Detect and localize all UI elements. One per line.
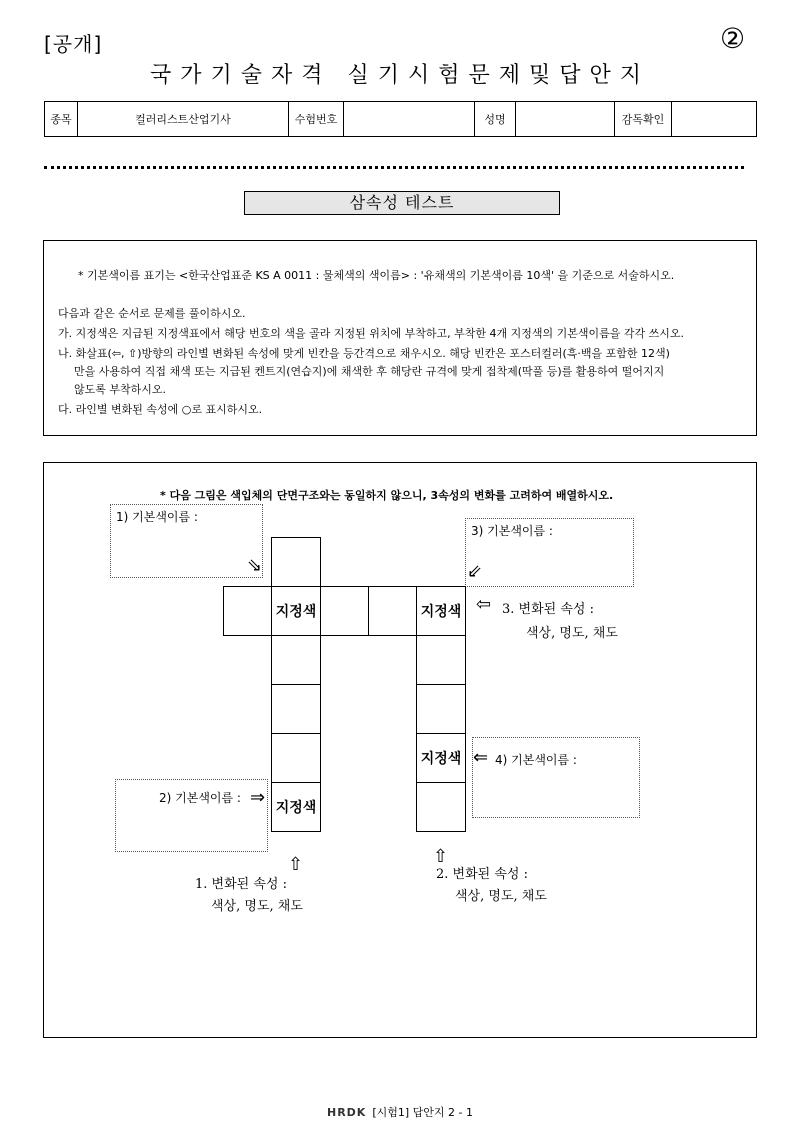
grid-cell-col2-r4[interactable] <box>416 684 466 734</box>
public-label: [공개] <box>44 32 103 56</box>
attribute-1-options[interactable]: 색상, 명도, 채도 <box>211 899 303 914</box>
basic-color-name-box-1[interactable] <box>110 504 263 578</box>
box-3-label: 3) 기본색이름 : <box>471 524 553 538</box>
supervisor-label: 감독확인 <box>615 102 672 137</box>
grid-cell-col1-r4[interactable] <box>271 684 321 734</box>
arrow-left-small-icon: ⇐ <box>473 747 489 768</box>
answer-area <box>43 462 757 1038</box>
arrow-left-icon: ⇦ <box>476 594 492 615</box>
page-number: ② <box>720 22 746 55</box>
grid-cell-col2-r3[interactable] <box>416 635 466 685</box>
subject-value: 컬러리스트산업기사 <box>78 102 289 137</box>
section-title: 삼속성 테스트 <box>244 191 560 215</box>
attribute-1-title: 1. 변화된 속성 : <box>195 877 287 892</box>
fixed-color-label: 지정색 <box>420 604 462 620</box>
fixed-color-cell-3 <box>416 586 466 636</box>
grid-cell-row1-c1[interactable] <box>223 586 272 636</box>
fixed-color-label: 지정색 <box>420 751 462 767</box>
name-label: 성명 <box>475 102 516 137</box>
basic-color-name-box-4[interactable] <box>472 737 640 818</box>
grid-cell-col1-r3[interactable] <box>271 635 321 685</box>
hrdk-logo: HRDK <box>326 1106 367 1119</box>
grid-cell-row1-c3[interactable] <box>320 586 369 636</box>
box-1-label: 1) 기본색이름 : <box>116 510 198 524</box>
grid-cell-row1-c4[interactable] <box>368 586 417 636</box>
instruction-item-b2: 만을 사용하여 직접 채색 또는 지급된 켄트지(연습지)에 채색한 후 해당란 규격에 맞게 접착제(딱풀 등)를 활용하여 떨어지지 <box>74 365 665 378</box>
box-4-label: 4) 기본색이름 : <box>495 753 577 767</box>
document-title: 국가기술자격 실기시험문제및답안지 <box>149 63 651 88</box>
exam-number-label: 수험번호 <box>289 102 344 137</box>
grid-cell-col1-r5[interactable] <box>271 733 321 783</box>
attribute-3-options[interactable]: 색상, 명도, 채도 <box>526 626 618 641</box>
fixed-color-label: 지정색 <box>275 800 317 816</box>
instruction-item-c: 다. 라인별 변화된 속성에 ○로 표시하시오. <box>58 403 263 416</box>
subject-label: 종목 <box>45 102 78 137</box>
grid-cell-col2-r6[interactable] <box>416 782 466 832</box>
fixed-color-cell-1 <box>271 586 321 636</box>
basic-color-name-box-3[interactable] <box>465 518 634 587</box>
attribute-2-title: 2. 변화된 속성 : <box>436 867 528 882</box>
dotted-separator <box>44 166 744 169</box>
instructions-box <box>43 240 757 436</box>
arrow-right-icon: ⇒ <box>250 787 266 808</box>
instruction-item-b1: 나. 화살표(⇦, ⇧)방향의 라인별 변화된 속성에 맞게 빈칸을 등간격으로 채우시오. 해당 빈칸은 포스터컬러(흑·백을 포함한 12색) <box>58 347 670 360</box>
box-2-label: 2) 기본색이름 : <box>159 791 241 805</box>
grid-cell-col1-top[interactable] <box>271 537 321 587</box>
diagram-note: * 다음 그림은 색입체의 단면구조와는 동일하지 않으니, 3속성의 변화를 고려하여 배열하시오. <box>160 489 614 502</box>
arrow-down-right-icon: ⇘ <box>247 555 263 576</box>
fixed-color-cell-4 <box>416 733 466 783</box>
supervisor-field[interactable] <box>672 102 757 137</box>
fixed-color-label: 지정색 <box>275 604 317 620</box>
instruction-item-a: 가. 지정색은 지급된 지정색표에서 해당 번호의 색을 골라 지정된 위치에 부착하고, 부착한 4개 지정색의 기본색이름을 각각 쓰시오. <box>58 327 684 340</box>
fixed-color-cell-2 <box>271 782 321 832</box>
arrow-up-icon: ⇧ <box>288 854 304 875</box>
footer-text: [시험1] 답안지 2 - 1 <box>372 1106 473 1119</box>
instruction-item-b3: 않도록 부착하시오. <box>74 383 167 396</box>
page-footer <box>0 1104 800 1120</box>
candidate-info-table <box>44 101 757 137</box>
attribute-3-title: 3. 변화된 속성 : <box>502 602 594 617</box>
exam-number-field[interactable] <box>344 102 475 137</box>
instruction-intro: 다음과 같은 순서로 문제를 풀이하시오. <box>58 307 246 320</box>
arrow-down-left-icon: ⇙ <box>467 561 483 582</box>
instruction-note: * 기본색이름 표기는 <한국산업표준 KS A 0011 : 물체색의 색이름> : '유채색의 기본색이름 10색' 을 기준으로 서술하시오. <box>78 269 675 282</box>
arrow-up-icon: ⇧ <box>433 846 449 867</box>
attribute-2-options[interactable]: 색상, 명도, 채도 <box>455 889 547 904</box>
name-field[interactable] <box>516 102 615 137</box>
